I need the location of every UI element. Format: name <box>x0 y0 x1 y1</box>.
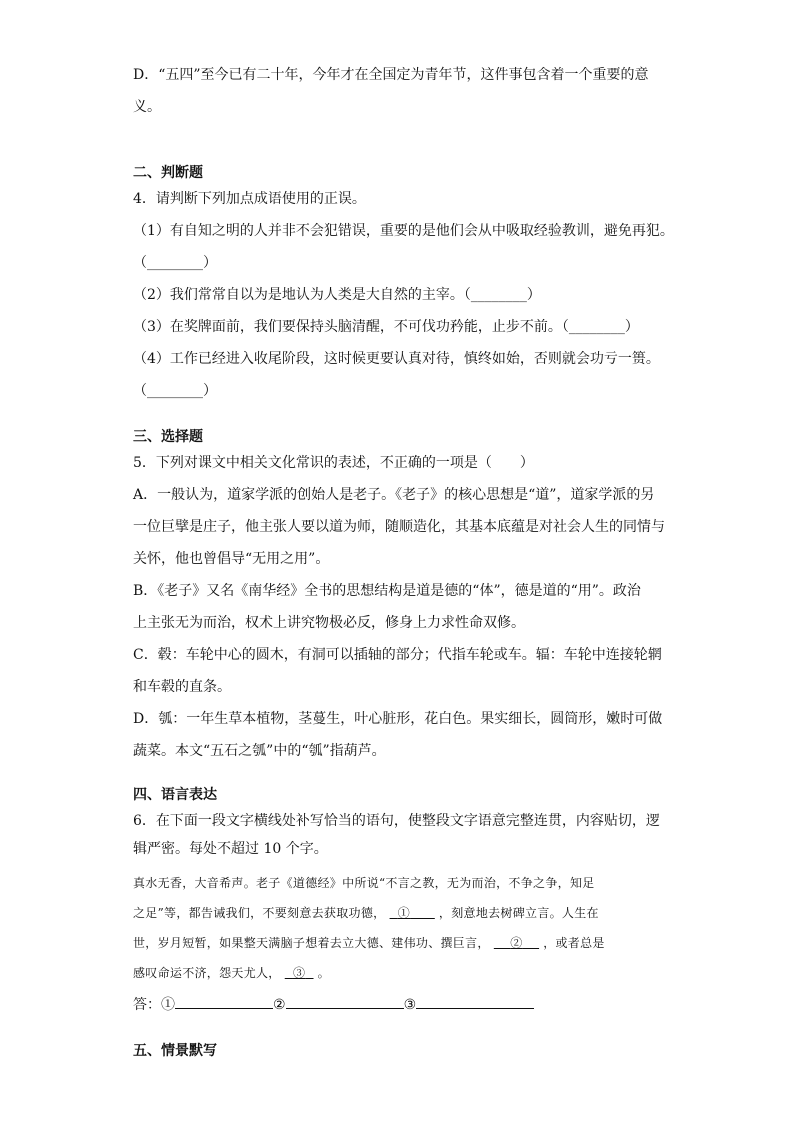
q4-item-1-blank[interactable]: （________） <box>133 255 217 271</box>
answer-blank-1[interactable] <box>175 994 273 1009</box>
q5-option-b-line-1: B．《老子》又名《南华经》全书的思想结构是道是德的“体”，德是道的“用”。政治 <box>133 583 641 599</box>
section-heading-choice: 三、选择题 <box>133 429 203 445</box>
passage-blank-2[interactable]: ② <box>510 936 523 950</box>
q5-option-a-line-3: 关怀，他也曾倡导“无用之用”。 <box>133 551 330 567</box>
q4-item-4-blank[interactable]: （________） <box>133 383 217 399</box>
passage-line-3-end: ，或者总是 <box>543 936 605 950</box>
answer-blank-2[interactable] <box>286 994 404 1009</box>
answer-mark-1: ① <box>161 997 175 1013</box>
answer-label: 答： <box>133 997 161 1013</box>
passage-line-4-end: 。 <box>317 966 330 980</box>
q5-option-d-line-2: 蔬菜。本文“五石之瓠”中的“瓠”指葫芦。 <box>133 743 386 759</box>
passage-line-3 <box>133 934 605 952</box>
question-6-stem-line-1: 6．在下面一段文字横线处补写恰当的语句，使整段文字语意完整连贯，内容贴切，逻 <box>133 813 660 829</box>
passage-line-2-end: ，刻意地去树碑立言。人生在 <box>438 906 599 920</box>
option-d-line-1: D．“五四”至今已有二十年，今年才在全国定为青年节，这件事包含着一个重要的意 <box>133 67 649 83</box>
question-4-stem: 4．请判断下列加点成语使用的正误。 <box>133 191 366 207</box>
q4-item-4: （4）工作已经进入收尾阶段，这时候更要认真对待，慎终如始，否则就会功亏一篑。 <box>133 351 660 367</box>
answer-blank-3[interactable] <box>416 994 534 1009</box>
passage-line-2-start: 之足”等，都告诫我们，不要刻意去获取功德， <box>133 906 386 920</box>
passage-line-4-start: 感叹命运不济，怨天尤人， <box>133 966 281 980</box>
answer-line <box>133 994 534 1014</box>
q5-option-a-line-1: A．一般认为，道家学派的创始人是老子。《老子》的核心思想是“道”，道家学派的另 <box>133 487 655 503</box>
passage-line-3-start: 世，岁月短暂，如果整天满脑子想着去立大德、建伟功、撰巨言， <box>133 936 490 950</box>
passage-blank-1[interactable]: ① <box>397 906 411 920</box>
q5-option-c-line-2: 和车毂的直条。 <box>133 679 231 695</box>
option-d-line-2: 义。 <box>133 99 161 115</box>
section-heading-dictation: 五、情景默写 <box>133 1043 217 1059</box>
q5-option-a-line-2: 一位巨擘是庄子，他主张人要以道为师，随顺造化，其基本底蕴是对社会人生的同情与 <box>133 519 665 535</box>
q5-option-b-line-2: 上主张无为而治，权术上讲究物极必反，修身上力求性命双修。 <box>133 615 525 631</box>
q5-option-d-line-1: D．瓠：一年生草本植物，茎蔓生，叶心脏形，花白色。果实细长，圆筒形，嫩时可做 <box>133 711 663 727</box>
section-heading-judgement: 二、判断题 <box>133 165 203 181</box>
passage-line-2 <box>133 904 599 922</box>
passage-line-1: 真水无香，大音希声。老子《道德经》中所说“不言之教，无为而治，不争之争，知足 <box>133 876 595 890</box>
q4-item-2: （2）我们常常自以为是地认为人类是大自然的主宰。（________） <box>133 287 541 303</box>
q5-option-c-line-1: C．毂：车轮中心的圆木，有洞可以插轴的部分；代指车轮或车。辐：车轮中连接轮辋 <box>133 647 662 663</box>
q4-item-1: （1）有自知之明的人并非不会犯错误，重要的是他们会从中吸取经验教训，避免再犯。 <box>133 223 674 239</box>
passage-blank-3[interactable]: ③ <box>292 966 306 980</box>
answer-mark-2: ② <box>273 997 286 1013</box>
question-6-stem-line-2: 辑严密。每处不超过 10 个字。 <box>133 841 328 857</box>
section-heading-expression: 四、语言表达 <box>133 787 217 803</box>
question-5-stem: 5．下列对课文中相关文化常识的表述，不正确的一项是（ ） <box>133 455 534 471</box>
passage-line-4 <box>133 964 330 982</box>
q4-item-3: （3）在奖牌面前，我们要保持头脑清醒，不可伐功矜能，止步不前。（________） <box>133 319 639 335</box>
answer-mark-3: ③ <box>403 997 417 1013</box>
